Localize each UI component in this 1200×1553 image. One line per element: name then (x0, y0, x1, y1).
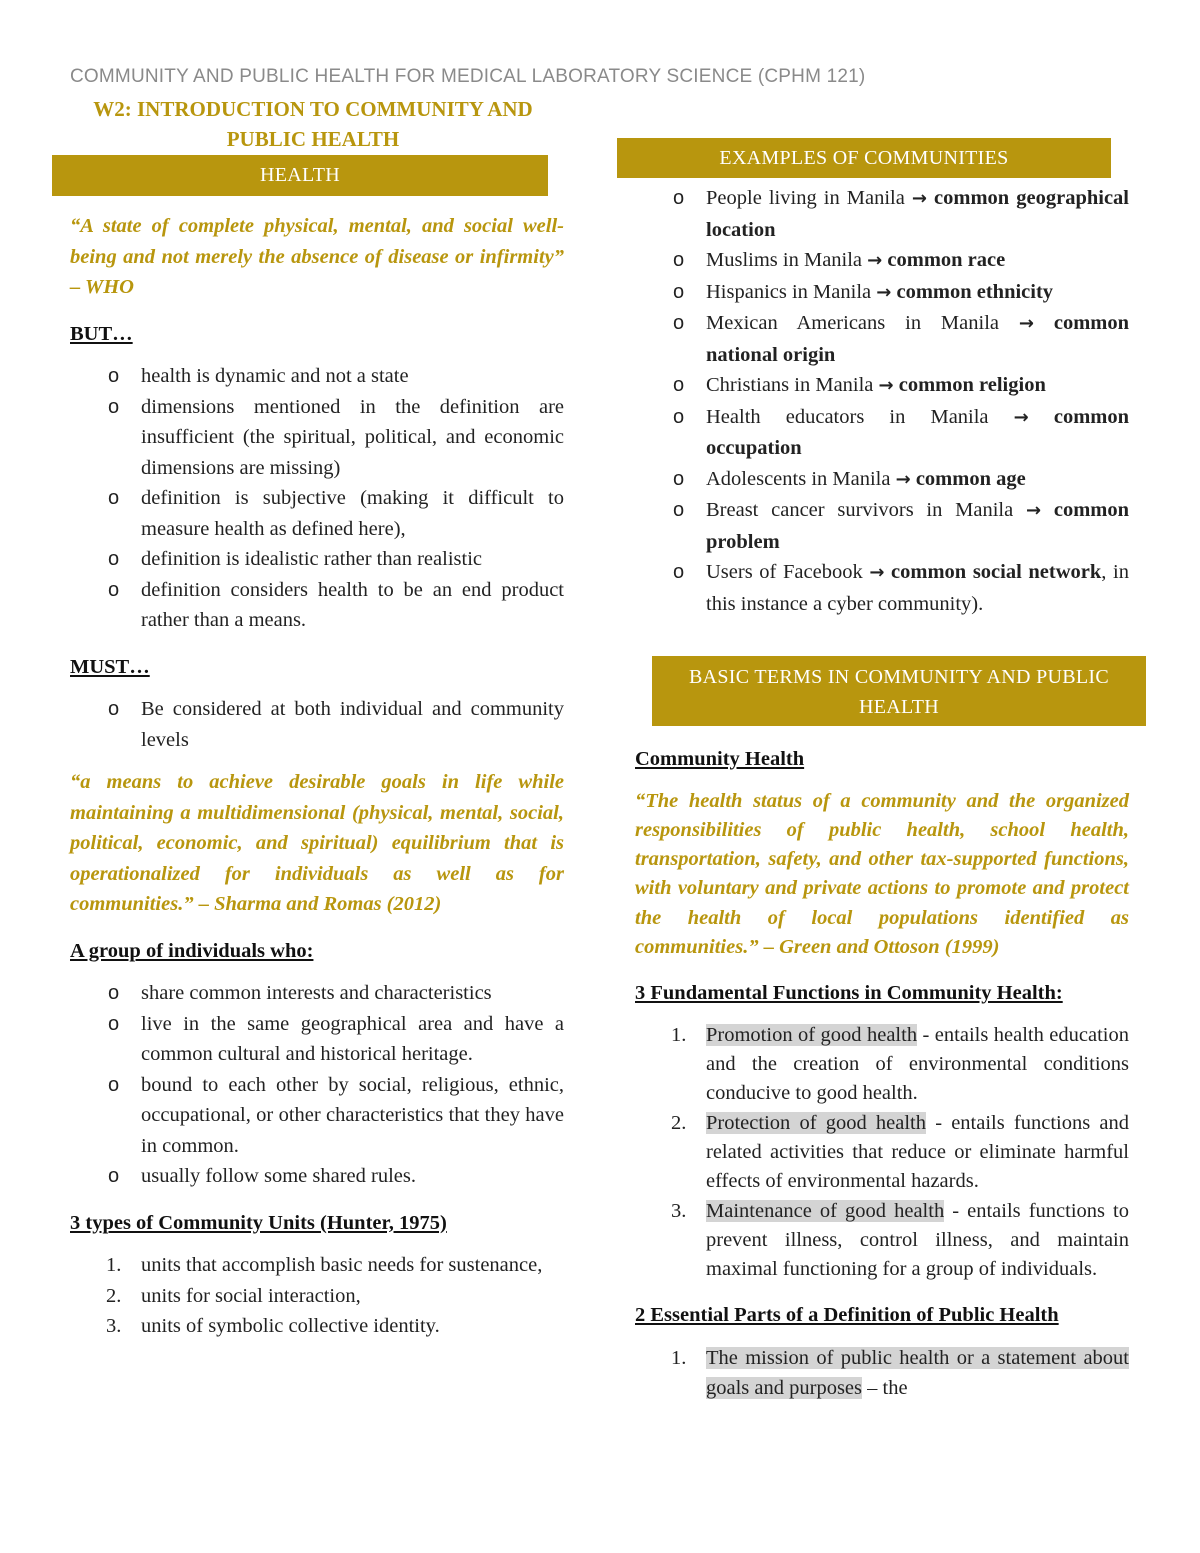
units-heading: 3 types of Community Units (Hunter, 1975) (70, 1211, 447, 1234)
list-item (70, 483, 564, 544)
examples-band-label: EXAMPLES OF COMMUNITIES (719, 147, 1009, 169)
example-after: , in this instance a cyber community). (706, 561, 1129, 615)
community-health-heading: Community Health (635, 748, 805, 770)
item-text: units for social interaction, (141, 1284, 361, 1307)
list-item-text: definition is idealistic rather than realistic (141, 548, 482, 570)
list-item (70, 544, 564, 575)
list-item (70, 1009, 564, 1070)
example-item (635, 464, 1129, 496)
circle-bullet-icon: o (108, 982, 120, 1004)
circle-bullet-icon: o (673, 499, 685, 521)
numbered-item (635, 1021, 1129, 1109)
example-category: common social network (891, 561, 1102, 583)
example-item (635, 277, 1129, 309)
course-header: COMMUNITY AND PUBLIC HEALTH FOR MEDICAL LABORATORY SCIENCE (CPHM 121) (70, 66, 866, 87)
numbered-item (70, 1311, 564, 1342)
item-number: 2. (671, 1111, 687, 1134)
list-item (70, 978, 564, 1009)
right-arrow-icon: → (869, 562, 885, 583)
examples-list (635, 183, 1129, 619)
list-item-text: definition is subjective (making it difficult to measure health as defined here), (141, 487, 564, 540)
but-list (70, 361, 564, 636)
example-text: People living in Manila (706, 187, 905, 209)
examples-column (635, 183, 1129, 619)
circle-bullet-icon: o (108, 698, 120, 720)
example-item (635, 495, 1129, 557)
who-quote: “A state of complete physical, mental, and social well-being and not merely the absence of disease or infirmity” – WHO (70, 215, 564, 298)
must-heading: MUST… (70, 655, 150, 678)
example-category: common ethnicity (896, 280, 1054, 303)
example-text: Hispanics in Manila (706, 280, 872, 303)
example-category: common religion (898, 374, 1046, 396)
numbered-item (635, 1109, 1129, 1197)
numbered-item (635, 1343, 1129, 1404)
functions-heading: 3 Fundamental Functions in Community Health: (635, 982, 1063, 1005)
list-item-text: usually follow some shared rules. (141, 1165, 416, 1187)
right-arrow-icon: → (1025, 500, 1042, 521)
right-arrow-icon: → (1013, 406, 1029, 428)
example-text: Adolescents in Manila (706, 467, 891, 490)
item-description: - entails health education and the creation of environmental conditions conducive to good health. (706, 1023, 1129, 1105)
right-arrow-icon: → (911, 188, 927, 209)
circle-bullet-icon: o (108, 395, 120, 418)
list-item-text: Be considered at both individual and community levels (141, 698, 564, 751)
circle-bullet-icon: o (673, 374, 685, 396)
list-item (70, 392, 564, 484)
example-category: common occupation (706, 405, 1129, 459)
item-number: 1. (106, 1254, 122, 1276)
circle-bullet-icon: o (673, 280, 685, 303)
right-arrow-icon: → (1018, 313, 1034, 334)
terms-column (635, 744, 1129, 1404)
circle-bullet-icon: o (108, 548, 120, 570)
example-item (635, 402, 1129, 464)
health-section-band (52, 155, 548, 196)
list-item (70, 694, 564, 755)
circle-bullet-icon: o (108, 1073, 120, 1096)
green-quote: “The health status of a community and the organized responsibilities of public health, school health, transportation, safety, and other tax-supported functions, with voluntary and private actions to promote and protect the health of local populations identified as communities.” – Green and Ottoson (1999) (635, 789, 1129, 958)
item-number: 2. (106, 1284, 122, 1307)
parts-list (635, 1343, 1129, 1404)
example-text: Muslims in Manila (706, 249, 863, 271)
document-title: W2: INTRODUCTION TO COMMUNITY AND PUBLIC HEALTH (93, 97, 533, 151)
example-text: Users of Facebook (706, 561, 863, 583)
circle-bullet-icon: o (673, 187, 685, 209)
functions-list (635, 1021, 1129, 1285)
right-arrow-icon: → (878, 375, 894, 396)
left-column (70, 211, 564, 1342)
example-text: Health educators in Manila (706, 405, 989, 428)
example-item (635, 370, 1129, 402)
sharma-quote: “a means to achieve desirable goals in life while maintaining a multidimensional (physical, mental, social, political, economic, and spiritual) equilibrium that is operationalized for individuals as well as for communities.” – Sharma and Romas (2012) (70, 771, 564, 915)
list-item-text: live in the same geographical area and have a common cultural and historical heritage. (141, 1012, 564, 1065)
highlighted-term: Promotion of good health (706, 1023, 918, 1046)
example-item (635, 557, 1129, 619)
examples-section-band (617, 138, 1111, 178)
numbered-item (70, 1250, 564, 1281)
circle-bullet-icon: o (673, 561, 685, 583)
circle-bullet-icon: o (673, 249, 685, 271)
circle-bullet-icon: o (108, 487, 120, 509)
example-category: common age (915, 467, 1026, 490)
highlighted-term: The mission of public health or a statement about goals and purposes (706, 1346, 1129, 1400)
circle-bullet-icon: o (108, 365, 120, 387)
but-heading: BUT… (70, 322, 133, 345)
circle-bullet-icon: o (673, 467, 685, 490)
circle-bullet-icon: o (108, 578, 120, 601)
item-number: 1. (671, 1023, 687, 1046)
list-item (70, 575, 564, 636)
item-text: units that accomplish basic needs for sustenance, (141, 1254, 543, 1276)
list-item-text: definition considers health to be an end product rather than a means. (141, 578, 564, 631)
example-item (635, 245, 1129, 277)
list-item (70, 361, 564, 392)
list-item (70, 1161, 564, 1192)
example-category: common race (887, 249, 1006, 271)
example-text: Mexican Americans in Manila (706, 312, 1000, 334)
terms-band-label: BASIC TERMS IN COMMUNITY AND PUBLIC HEALTH (689, 666, 1109, 718)
example-category: common national origin (706, 312, 1130, 366)
item-number: 3. (106, 1315, 122, 1337)
list-item-text: dimensions mentioned in the definition are insufficient (the spiritual, political, and economic dimensions are missing) (141, 395, 564, 479)
highlighted-term: Protection of good health (706, 1111, 926, 1134)
circle-bullet-icon: o (108, 1012, 120, 1035)
item-number: 3. (671, 1199, 687, 1222)
right-arrow-icon: → (876, 281, 892, 303)
list-item (70, 1070, 564, 1162)
circle-bullet-icon: o (673, 405, 685, 428)
circle-bullet-icon: o (108, 1165, 120, 1187)
terms-section-band (652, 656, 1146, 726)
group-list (70, 978, 564, 1192)
example-text: Breast cancer survivors in Manila (706, 499, 1014, 521)
item-description: - entails functions and related activities that reduce or eliminate harmful effects of environmental hazards. (706, 1111, 1129, 1193)
list-item-text: bound to each other by social, religious, ethnic, occupational, or other characteristics that they have in common. (141, 1073, 564, 1157)
list-item-text: health is dynamic and not a state (141, 365, 409, 387)
example-item (635, 183, 1129, 245)
group-heading: A group of individuals who: (70, 939, 314, 962)
circle-bullet-icon: o (673, 312, 685, 334)
right-arrow-icon: → (895, 468, 911, 490)
health-band-label: HEALTH (260, 164, 340, 186)
item-description: – the (862, 1377, 908, 1400)
example-text: Christians in Manila (706, 374, 874, 396)
must-list (70, 694, 564, 755)
item-text: units of symbolic collective identity. (141, 1315, 440, 1337)
example-category: common geographical location (706, 187, 1129, 241)
parts-heading: 2 Essential Parts of a Definition of Public Health (635, 1304, 1059, 1327)
example-item (635, 308, 1129, 370)
example-category: common problem (706, 499, 1129, 553)
item-number: 1. (671, 1346, 687, 1369)
item-description: - entails functions to prevent illness, control illness, and maintain maximal functioning for a group of individuals. (706, 1199, 1129, 1281)
numbered-item (70, 1281, 564, 1312)
list-item-text: share common interests and characteristics (141, 982, 492, 1004)
right-arrow-icon: → (867, 250, 883, 271)
units-list (70, 1250, 564, 1342)
highlighted-term: Maintenance of good health (706, 1199, 945, 1222)
numbered-item (635, 1197, 1129, 1285)
